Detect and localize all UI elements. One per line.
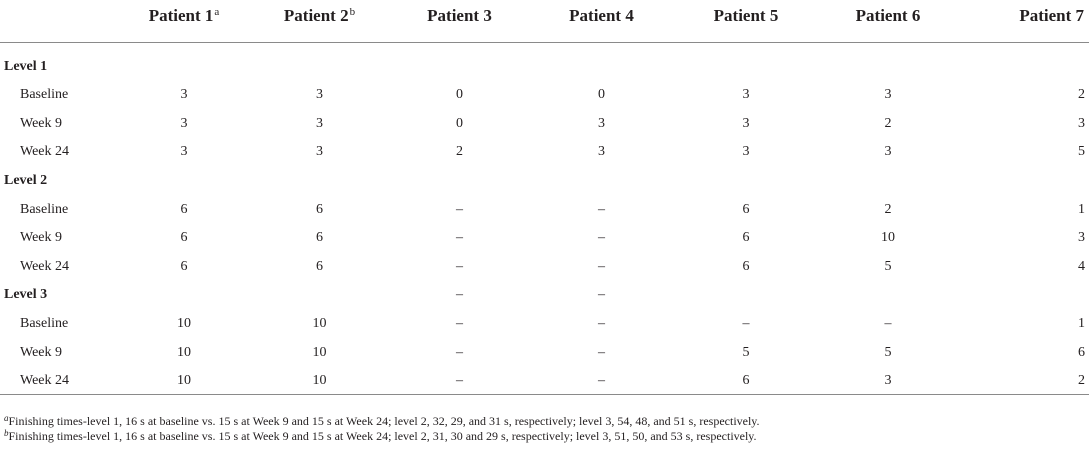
table-cell xyxy=(528,167,675,196)
table-cell: 0 xyxy=(456,115,463,131)
header-patient-4: Patient 4 xyxy=(569,6,634,25)
row-label: Week 9 xyxy=(20,344,63,360)
table-cell: – xyxy=(456,344,463,360)
header-patient-3: Patient 3 xyxy=(427,6,492,25)
table-cell: 4 xyxy=(1078,258,1085,274)
table-cell: 3 xyxy=(180,87,188,103)
table-cell: 6 xyxy=(1078,344,1085,360)
table-cell: 5 xyxy=(1078,144,1085,160)
level-row xyxy=(0,42,1089,81)
table-cell: 10 xyxy=(177,372,191,388)
table-cell: 10 xyxy=(312,344,327,360)
footnote-b-mark: b xyxy=(4,428,9,438)
table-cell: – xyxy=(598,372,605,388)
table-cell: 10 xyxy=(312,316,327,332)
table-row xyxy=(0,81,1089,110)
header-patient-5: Patient 5 xyxy=(713,6,779,25)
header-patient-1: Patient 1$^a$ xyxy=(148,6,220,25)
table-cell: 2 xyxy=(456,144,463,160)
row-label: Baseline xyxy=(20,316,69,332)
table-cell xyxy=(817,167,959,196)
table-cell xyxy=(675,167,817,196)
table-cell xyxy=(817,281,959,310)
table-cell: 2 xyxy=(1078,372,1085,388)
table-cell: 10 xyxy=(881,230,895,246)
table-cell xyxy=(391,42,528,81)
table-cell: – xyxy=(456,316,463,332)
header-patient-2: Patient 2$^b$ xyxy=(283,6,356,25)
footnote-marker-a: a xyxy=(214,6,220,18)
row-label: Week 24 xyxy=(20,372,70,388)
table-cell: 5 xyxy=(884,258,892,274)
table-cell xyxy=(675,42,817,81)
table-cell: 6 xyxy=(742,372,750,388)
table-cell: – xyxy=(456,258,463,274)
table-row xyxy=(0,110,1089,139)
table-cell: 3 xyxy=(742,144,750,160)
table-cell: 3 xyxy=(742,87,750,103)
table-cell xyxy=(959,281,1089,310)
table-cell: 5 xyxy=(884,344,892,360)
table-cell: 6 xyxy=(180,201,188,217)
table-cell: – xyxy=(598,287,605,303)
table-row xyxy=(0,253,1089,282)
row-label: Week 9 xyxy=(20,115,63,131)
table-cell: 6 xyxy=(742,230,750,246)
table-cell xyxy=(817,42,959,81)
header-patient-6: Patient 6 xyxy=(855,6,921,25)
table-cell: 3 xyxy=(316,115,323,131)
table-cell: 3 xyxy=(884,372,892,388)
table-cell xyxy=(120,42,248,81)
table-cell: 10 xyxy=(177,316,191,332)
table-cell: – xyxy=(456,201,463,217)
table-cell: 3 xyxy=(884,144,892,160)
table-cell: – xyxy=(598,344,605,360)
row-label: Week 24 xyxy=(20,258,70,274)
table-cell: – xyxy=(598,230,605,246)
level-label: Level 2 xyxy=(4,173,48,189)
table-cell: 6 xyxy=(180,258,188,274)
table-cell xyxy=(959,42,1089,81)
table-cell: 3 xyxy=(180,115,188,131)
row-label: Baseline xyxy=(20,87,69,103)
table-cell: 3 xyxy=(316,144,323,160)
table-cell xyxy=(528,42,675,81)
table-cell: 6 xyxy=(316,201,323,217)
footnote-b-text: Finishing times-level 1, 16 s at baseline vs. 15 s at Week 9 and 15 s at Week 24; level 2, 31, 30 and 29 s, respectively; level 3, 51, 50, and 53 s, respectively. xyxy=(8,429,757,443)
table-row xyxy=(0,367,1089,395)
table-cell: 3 xyxy=(1078,230,1085,246)
table-cell xyxy=(120,281,248,310)
footnote-b xyxy=(0,429,1089,444)
table-header-row xyxy=(0,0,1089,42)
level-label: Level 1 xyxy=(4,58,48,74)
footnote-a-text: Finishing times-level 1, 16 s at baseline vs. 15 s at Week 9 and 15 s at Week 24; level 2, 32, 29, and 31 s, respectively; level 3, 54, 48, and 51 s, respectively. xyxy=(8,414,760,428)
footnote-marker-b: b xyxy=(349,6,356,18)
table-cell xyxy=(248,42,391,81)
table-body xyxy=(0,42,1089,395)
header-corner-cell xyxy=(0,0,120,42)
level-label: Level 3 xyxy=(4,287,48,303)
table-cell: 2 xyxy=(884,201,892,217)
footnote-a-mark: a xyxy=(4,413,9,423)
table-cell xyxy=(959,167,1089,196)
level-row xyxy=(0,281,1089,310)
table-cell: – xyxy=(456,230,463,246)
table-cell: 1 xyxy=(1078,316,1085,332)
table-cell: 5 xyxy=(742,344,750,360)
table-cell: 0 xyxy=(456,87,463,103)
header-patient-7: Patient 7 xyxy=(1019,6,1084,25)
table-cell: – xyxy=(456,287,463,303)
row-label: Baseline xyxy=(20,201,69,217)
table-row xyxy=(0,224,1089,253)
table-cell: 3 xyxy=(742,115,750,131)
table-cell: 0 xyxy=(598,87,605,103)
table-cell: 3 xyxy=(316,87,323,103)
table-cell: 3 xyxy=(884,87,892,103)
row-label: Week 24 xyxy=(20,144,70,160)
table-cell xyxy=(391,167,528,196)
table-cell: 3 xyxy=(180,144,188,160)
table-cell: – xyxy=(598,201,605,217)
table-cell: 3 xyxy=(598,144,605,160)
table-cell xyxy=(248,281,391,310)
table-cell: 10 xyxy=(177,344,191,360)
table-cell: – xyxy=(598,316,605,332)
table-cell: 6 xyxy=(742,201,750,217)
table-cell: 6 xyxy=(316,230,323,246)
table-cell: 2 xyxy=(884,115,892,131)
table-cell xyxy=(248,167,391,196)
table-cell: 2 xyxy=(1078,87,1085,103)
table-cell: 6 xyxy=(316,258,323,274)
table-cell xyxy=(675,281,817,310)
table-cell: 3 xyxy=(1078,115,1085,131)
table-cell: 6 xyxy=(742,258,750,274)
level-row xyxy=(0,167,1089,196)
table-row xyxy=(0,138,1089,167)
table-row xyxy=(0,310,1089,339)
table-cell: 3 xyxy=(598,115,605,131)
table-cell xyxy=(120,167,248,196)
table-cell: 10 xyxy=(312,372,327,388)
table-cell: – xyxy=(884,316,892,332)
table-cell: 1 xyxy=(1078,201,1085,217)
row-label: Week 9 xyxy=(20,230,63,246)
table-cell: 6 xyxy=(180,230,188,246)
table-cell: – xyxy=(598,258,605,274)
footnote-a xyxy=(0,414,1089,429)
table-row xyxy=(0,338,1089,367)
table-cell: – xyxy=(456,372,463,388)
table-cell: – xyxy=(742,316,750,332)
table-row xyxy=(0,195,1089,224)
table-footnotes xyxy=(0,414,1089,444)
